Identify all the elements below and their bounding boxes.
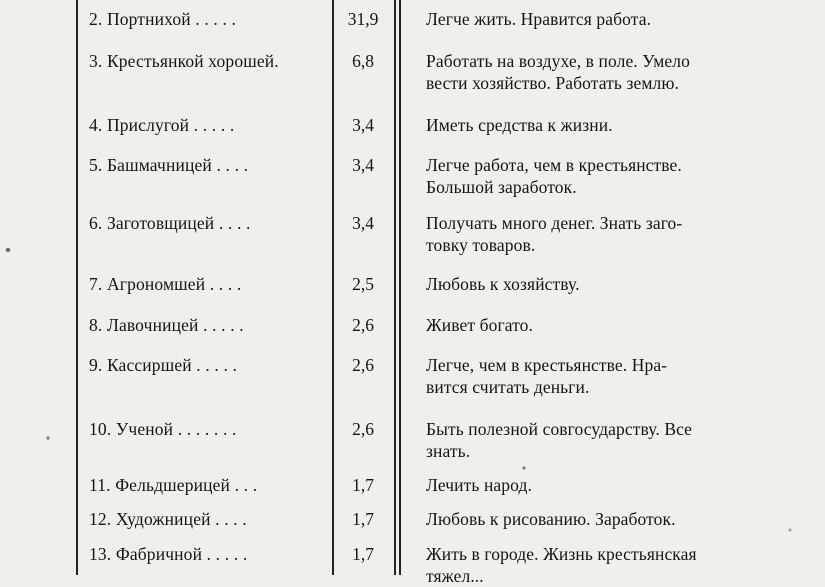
percentage-value: 2,6 [352, 315, 374, 335]
profession-name: 9. Кассиршей . . . . . [89, 355, 238, 375]
reason-line: Работать на воздухе, в поле. Умело [426, 51, 690, 71]
reason-text [426, 474, 762, 496]
percentage-value: 3,4 [352, 115, 374, 135]
profession-name: 8. Лавочницей . . . . . [89, 315, 244, 335]
reason-line: вится считать деньги. [426, 377, 590, 397]
reason-line: Лечить народ. [426, 475, 532, 495]
reason-text [426, 418, 762, 462]
reason-line: Любовь к рисованию. Заработок. [426, 509, 676, 529]
percentage-value: 3,4 [352, 155, 374, 175]
percentage-value: 6,8 [352, 51, 374, 71]
profession-name: 10. Ученой . . . . . . . [89, 419, 237, 439]
percentage-value: 2,6 [352, 419, 374, 439]
reason-text [426, 154, 762, 198]
reason-text [426, 314, 762, 336]
reason-line: Большой заработок. [426, 177, 577, 197]
percentage-value: 1,7 [352, 475, 374, 495]
profession-name: 2. Портнихой . . . . . [89, 9, 237, 29]
reason-text [426, 8, 762, 30]
percentage-value: 2,6 [352, 355, 374, 375]
reason-text [426, 543, 762, 587]
reason-line: Легче жить. Нравится работа. [426, 9, 652, 29]
profession-name: 5. Башмачницей . . . . [89, 155, 249, 175]
reason-line: Любовь к хозяйству. [426, 274, 580, 294]
percentage-value: 2,5 [352, 274, 374, 294]
profession-name: 6. Заготовщицей . . . . [89, 213, 251, 233]
reason-line: Легче, чем в крестьянстве. Нра- [426, 355, 668, 375]
percentage-value: 1,7 [352, 509, 374, 529]
profession-name: 13. Фабричной . . . . . [89, 544, 248, 564]
reason-text [426, 212, 762, 256]
profession-name: 7. Агрономшей . . . . [89, 274, 242, 294]
reason-line: знать. [426, 441, 471, 461]
profession-name: 4. Прислугой . . . . . [89, 115, 235, 135]
reason-text [426, 273, 762, 295]
reason-line: Быть полезной совгосударству. Все [426, 419, 693, 439]
reason-line: Получать много денег. Знать заго- [426, 213, 683, 233]
percentage-value: 1,7 [352, 544, 374, 564]
percentage-value: 3,4 [352, 213, 374, 233]
reason-line: Живет богато. [426, 315, 533, 335]
reason-line: вести хозяйство. Работать землю. [426, 73, 679, 93]
reason-line: тяжел... [426, 566, 484, 586]
reason-text [426, 354, 762, 398]
reason-line: Жить в городе. Жизнь крестьянская [426, 544, 697, 564]
profession-name: 12. Художницей . . . . [89, 509, 247, 529]
profession-name: 3. Крестьянкой хорошей. [89, 51, 279, 71]
profession-name: 11. Фельдшерицей . . . [89, 475, 258, 495]
reason-line: Легче работа, чем в крестьянстве. [426, 155, 682, 175]
percentage-value: 31,9 [347, 9, 379, 29]
reason-text [426, 50, 762, 94]
reason-text [426, 114, 762, 136]
reason-line: Иметь средства к жизни. [426, 115, 613, 135]
reason-text [426, 508, 762, 530]
reason-line: товку товаров. [426, 235, 536, 255]
